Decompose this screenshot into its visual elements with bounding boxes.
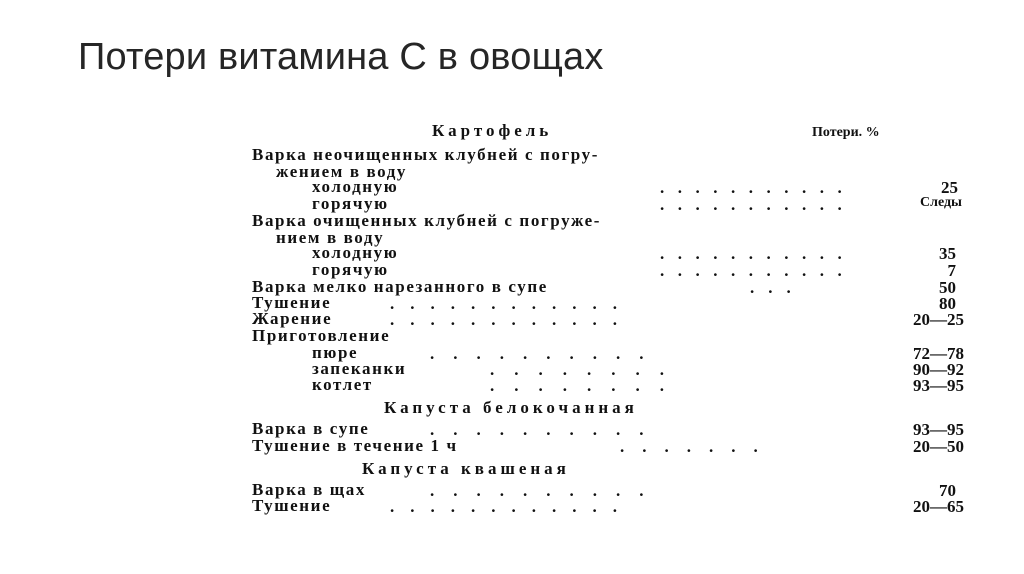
- row-label: горячую: [312, 260, 389, 279]
- row-dots: ...: [750, 278, 805, 297]
- row-label: холодную: [312, 177, 399, 196]
- row-value: 25: [941, 178, 958, 197]
- row-dots: ........: [490, 360, 684, 379]
- row-value: 35: [939, 244, 956, 263]
- row-label: Тушение: [252, 496, 332, 515]
- table-row: [250, 195, 966, 212]
- row-value: 93—95: [913, 420, 964, 439]
- table-row: [250, 437, 966, 454]
- text-boil-peeled-2: нием в воду: [276, 228, 385, 247]
- row-value: 93—95: [913, 376, 964, 395]
- section-title-cabbage: Капуста белокочанная: [384, 398, 638, 417]
- table-row: [250, 178, 966, 195]
- row-dots: ..........: [430, 420, 663, 439]
- row-value: 70: [939, 481, 956, 500]
- row-dots: ............: [390, 497, 633, 516]
- row-dots: ..........: [430, 481, 663, 500]
- section-title-potato: Картофель: [432, 121, 553, 140]
- row-dots: ............: [390, 294, 633, 313]
- row-value: 90—92: [913, 360, 964, 379]
- table-row: [250, 310, 966, 327]
- row-value: 50: [939, 278, 956, 297]
- table-row: [250, 278, 966, 295]
- row-dots: ...........: [660, 244, 856, 263]
- row-dots: ...........: [660, 261, 856, 280]
- table-row: [250, 261, 966, 278]
- slide-title: Потери витамина С в овощах: [78, 36, 604, 78]
- row-label: горячую: [312, 194, 389, 213]
- row-value: 20—50: [913, 437, 964, 456]
- row-label: Варка мелко нарезанного в супе: [252, 277, 548, 296]
- row-label: Тушение в течение 1 ч: [252, 436, 458, 455]
- text-boil-peeled-1: Варка очищенных клубней с погруже-: [252, 211, 602, 230]
- section-title-sauerkraut: Капуста квашеная: [362, 459, 570, 478]
- row-label: Жарение: [252, 309, 333, 328]
- table-row: [250, 420, 966, 437]
- row-label: холодную: [312, 243, 399, 262]
- table-row: [250, 376, 966, 393]
- row-value: 7: [947, 261, 956, 280]
- row-dots: ............: [390, 310, 633, 329]
- row-label: котлет: [312, 375, 373, 394]
- row-dots: .......: [620, 437, 776, 456]
- text-cooking: Приготовление: [252, 326, 391, 345]
- table-row: [250, 244, 966, 261]
- text-boil-unpeeled-1: Варка неочищенных клубней с погру-: [252, 145, 599, 164]
- table-row: [250, 294, 966, 311]
- row-dots: ..........: [430, 344, 663, 363]
- row-label: запеканки: [312, 359, 407, 378]
- scanned-table: [250, 116, 970, 526]
- text-boil-unpeeled-2: жением в воду: [276, 162, 408, 181]
- row-value: 80: [939, 294, 956, 313]
- row-value: 20—65: [913, 497, 964, 516]
- table-row: [250, 481, 966, 498]
- row-dots: ........: [490, 376, 684, 395]
- table-row: [250, 497, 966, 514]
- row-label: Варка в щах: [252, 480, 366, 499]
- row-dots: ...........: [660, 178, 856, 197]
- row-label: пюре: [312, 343, 359, 362]
- row-label: Тушение: [252, 293, 332, 312]
- row-dots: ...........: [660, 195, 856, 214]
- row-label: Варка в супе: [252, 419, 370, 438]
- row-value: 20—25: [913, 310, 964, 329]
- row-value: 72—78: [913, 344, 964, 363]
- column-header-losses: Потери. %: [812, 125, 880, 140]
- row-value: Следы: [919, 195, 962, 210]
